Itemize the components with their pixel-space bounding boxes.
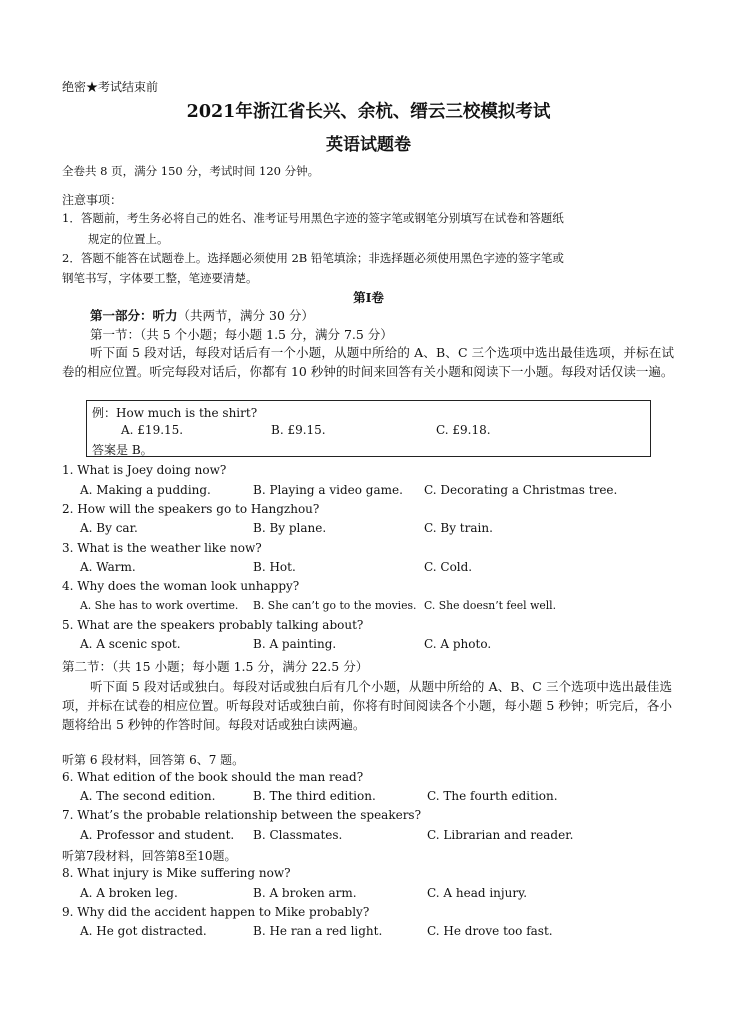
option-c: C. Librarian and reader.: [427, 828, 574, 842]
option-b: B. Hot.: [253, 560, 296, 574]
section1-heading: 第一节：（共 5 个小题；每小题 1.5 分，满分 7.5 分）: [90, 327, 393, 342]
option-b: B. Classmates.: [253, 828, 343, 842]
option-a: A. Professor and student.: [80, 828, 235, 842]
option-c: C. He drove too fast.: [427, 924, 553, 938]
option-a: A. She has to work overtime.: [80, 599, 239, 612]
question-text: 9. Why did the accident happen to Mike probably?: [62, 905, 370, 919]
note-1-line-1: 1．答题前，考生务必将自己的姓名、准考证号用黑色字迹的签字笔或钢笔分别填写在试卷和答题纸: [62, 211, 564, 225]
option-a: A. He got distracted.: [80, 924, 207, 938]
part1-heading-bold: 第一部分：听力: [90, 308, 178, 323]
exam-subtitle: 英语试题卷: [326, 135, 411, 155]
exam-intro: 全卷共 8 页，满分 150 分，考试时间 120 分钟。: [62, 164, 320, 178]
option-b: B. By plane.: [253, 521, 327, 535]
example-option-a: A. £19.15.: [121, 423, 184, 437]
option-b: B. The third edition.: [253, 789, 376, 803]
volume-heading: 第Ⅰ卷: [353, 290, 384, 305]
question-text: 1. What is Joey doing now?: [62, 463, 227, 477]
option-b: B. A broken arm.: [253, 886, 357, 900]
example-box: [86, 400, 651, 457]
option-a: A. Making a pudding.: [80, 483, 211, 497]
option-a: A. A scenic spot.: [80, 637, 181, 651]
option-c: C. She doesn’t feel well.: [424, 599, 557, 612]
option-a: A. By car.: [80, 521, 138, 535]
option-b: B. She can’t go to the movies.: [253, 599, 417, 612]
option-c: C. Decorating a Christmas tree.: [424, 483, 618, 497]
example-option-b: B. £9.15.: [271, 423, 326, 437]
notes-heading: 注意事项：: [62, 193, 123, 207]
question-text: 2. How will the speakers go to Hangzhou?: [62, 502, 320, 516]
note-1-line-2: 规定的位置上。: [88, 232, 169, 246]
exam-title: 2021年浙江省长兴、余杭、缙云三校模拟考试: [186, 102, 551, 122]
option-b: B. A painting.: [253, 637, 337, 651]
question-text: 8. What injury is Mike suffering now?: [62, 866, 291, 880]
example-answer: 答案是 B。: [92, 443, 153, 457]
question-text: 5. What are the speakers probably talking about?: [62, 618, 364, 632]
question-text: 3. What is the weather like now?: [62, 541, 262, 555]
material-6-label: 听第 6 段材料，回答第 6、7 题。: [62, 753, 245, 767]
question-text: 7. What’s the probable relationship between the speakers?: [62, 808, 422, 822]
note-2-line-2: 钢笔书写，字体要工整，笔迹要清楚。: [62, 271, 258, 285]
material-7-label: 听第7段材料，回答第8至10题。: [62, 849, 237, 863]
option-c: C. A head injury.: [427, 886, 528, 900]
part1-heading: [90, 306, 314, 324]
question-text: 6. What edition of the book should the man read?: [62, 770, 364, 784]
option-c: C. Cold.: [424, 560, 473, 574]
example-question: 例：How much is the shirt?: [92, 406, 258, 420]
section2-instructions: 听下面 5 段对话或独白。每段对话或独白后有几个小题，从题中所给的 A、B、C 三个选项中选出最佳选项，并标在试卷的相应位置。听每段对话或独白前，你将有时间阅读各个小题，每小题 5 秒钟；听完后，各小题将给出 5 秒钟的作答时间。每段对话或独白读两遍。: [62, 679, 672, 732]
question-text: 4. Why does the woman look unhappy?: [62, 579, 300, 593]
option-b: B. Playing a video game.: [253, 483, 403, 497]
option-c: C. The fourth edition.: [427, 789, 558, 803]
option-c: C. A photo.: [424, 637, 492, 651]
option-b: B. He ran a red light.: [253, 924, 383, 938]
option-c: C. By train.: [424, 521, 493, 535]
part1-heading-rest: （共两节，满分 30 分）: [177, 308, 314, 323]
confidential-label: 绝密★考试结束前: [62, 80, 159, 94]
option-a: A. The second edition.: [80, 789, 216, 803]
option-a: A. A broken leg.: [80, 886, 178, 900]
note-2-line-1: 2．答题不能答在试题卷上。选择题必须使用 2B 铅笔填涂；非选择题必须使用黑色字迹的签字笔或: [62, 251, 564, 265]
section1-instructions: 听下面 5 段对话，每段对话后有一个小题，从题中所给的 A、B、C 三个选项中选出最佳选项，并标在试卷的相应位置。听完每段对话后，你都有 10 秒钟的时间来回答有关小题和阅读下一小题。每段对话仅读一遍。: [62, 345, 674, 379]
option-a: A. Warm.: [80, 560, 136, 574]
section2-heading: 第二节：（共 15 小题；每小题 1.5 分，满分 22.5 分）: [62, 659, 369, 674]
example-option-c: C. £9.18.: [436, 423, 491, 437]
